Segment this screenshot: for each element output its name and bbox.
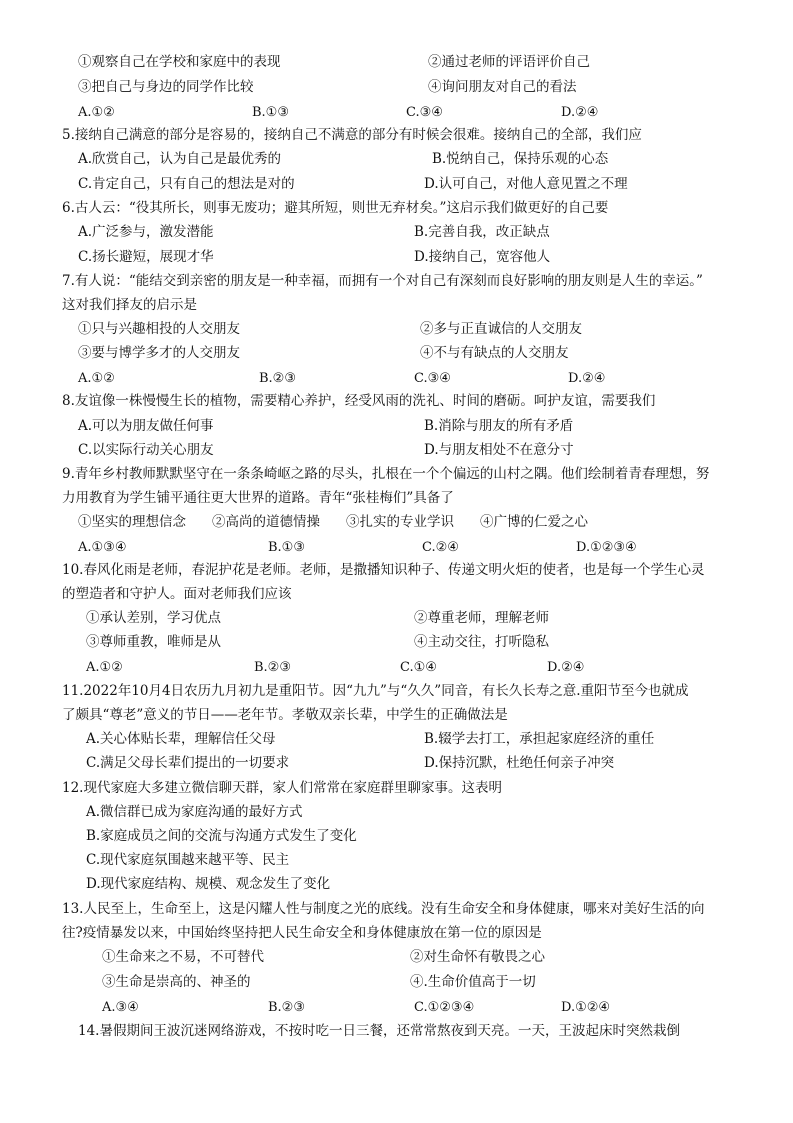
q4-statement-2: ②通过老师的评语评价自己: [428, 54, 590, 70]
q6-option-a: A.广泛参与，激发潜能: [78, 224, 214, 240]
q8-option-a: A.可以为朋友做任何事: [78, 418, 214, 434]
q14-stem: 14.暑假期间王波沉迷网络游戏，不按时吃一日三餐，还常常熬夜到天亮。一天，王波起床时突然栽倒: [78, 1023, 680, 1039]
q13-stem-line-2: 往?疫情暴发以来，中国始终坚持把人民生命安全和身体健康放在第一位的原因是: [62, 925, 542, 941]
q13-stem-line-1: 13.人民至上，生命至上，这是闪耀人性与制度之光的底线。没有生命安全和身体健康，哪来对美好生活的向: [62, 901, 705, 917]
q9-stem-line-2: 力用教育为学生铺平通往更大世界的道路。青年“张桂梅们”具备了: [62, 490, 454, 506]
q10-stem-line-1: 10.春风化雨是老师，春泥护花是老师。老师，是撒播知识种子、传递文明火炬的使者，也是每一个学生心灵: [62, 562, 705, 578]
q11-option-b: B.辍学去打工，承担起家庭经济的重任: [424, 731, 655, 747]
q5-option-d: D.认可自己，对他人意见置之不理: [424, 176, 628, 192]
q13-option-c: C.①②③④: [414, 1000, 475, 1015]
q13-option-d: D.①②④: [561, 1000, 611, 1015]
q6-option-b: B.完善自我，改正缺点: [414, 224, 550, 240]
q11-option-c: C.满足父母长辈们提出的一切要求: [86, 755, 290, 771]
q13-statement-1: ①生命来之不易，不可替代: [102, 949, 264, 965]
q11-stem-line-2: 了颇具“尊老”意义的节日——老年节。孝敬双亲长辈，中学生的正确做法是: [62, 707, 508, 723]
q9-stem-line-1: 9.青年乡村教师默默坚守在一条条崎岖之路的尽头，扎根在一个个偏远的山村之隅。他们绘制着青春理想，努: [62, 466, 710, 482]
q4-option-d: D.②④: [561, 105, 599, 120]
q11-option-a: A.关心体贴长辈，理解信任父母: [86, 731, 276, 747]
q4-option-a: A.①②: [78, 105, 115, 120]
q12-option-b: B.家庭成员之间的交流与沟通方式发生了变化: [86, 828, 357, 844]
q7-stem-line-1: 7.有人说：“能结交到亲密的朋友是一种幸福，而拥有一个对自己有深刻而良好影响的朋友则是人生的幸运。”: [62, 273, 703, 289]
q13-option-b: B.②③: [268, 1000, 305, 1015]
q9-option-d: D.①②③④: [576, 540, 637, 555]
q13-statement-2: ②对生命怀有敬畏之心: [410, 949, 545, 965]
q11-option-d: D.保持沉默，杜绝任何亲子冲突: [424, 755, 615, 771]
q9-statement-1: ①坚实的理想信念: [78, 514, 186, 530]
q7-statement-3: ③要与博学多才的人交朋友: [78, 345, 240, 361]
q13-statement-4: ④.生命价值高于一切: [410, 974, 536, 990]
q11-stem-line-1: 11.2022年10月4日农历九月初九是重阳节。因“九九”与“久久”同音，有长久长寿之意.重阳节至今也就成: [62, 683, 689, 699]
q4-statement-4: ④询问朋友对自己的看法: [428, 79, 577, 95]
q7-option-d: D.②④: [568, 371, 606, 386]
q7-option-b: B.②③: [259, 371, 296, 386]
q12-option-d: D.现代家庭结构、规模、观念发生了变化: [86, 876, 331, 892]
q8-stem: 8.友谊像一株慢慢生长的植物，需要精心养护，经受风雨的洗礼、时间的磨砺。呵护友谊，需要我们: [62, 393, 656, 409]
q7-statement-2: ②多与正直诚信的人交朋友: [420, 321, 582, 337]
q8-option-c: C.以实际行动关心朋友: [78, 442, 214, 458]
q8-option-d: D.与朋友相处不在意分寸: [424, 442, 574, 458]
q10-option-b: B.②③: [254, 660, 291, 675]
q10-option-c: C.①④: [400, 660, 437, 675]
q10-stem-line-2: 的塑造者和守护人。面对老师我们应该: [62, 586, 292, 602]
q7-stem-line-2: 这对我们择友的启示是: [62, 297, 197, 313]
q10-statement-2: ②尊重老师，理解老师: [414, 610, 549, 626]
q9-statement-4: ④广博的仁爱之心: [480, 514, 588, 530]
q7-option-c: C.③④: [414, 371, 451, 386]
q10-statement-3: ③尊师重教，唯师是从: [86, 634, 221, 650]
q5-option-c: C.肯定自己，只有自己的想法是对的: [78, 176, 295, 192]
q12-option-a: A.微信群已成为家庭沟通的最好方式: [86, 804, 303, 820]
q13-statement-3: ③生命是崇高的、神圣的: [102, 974, 251, 990]
q6-option-d: D.接纳自己，宽容他人: [414, 249, 551, 265]
q5-option-b: B.悦纳自己，保持乐观的心态: [432, 151, 609, 167]
q4-statement-3: ③把自己与身边的同学作比较: [78, 79, 254, 95]
q12-stem: 12.现代家庭大多建立微信聊天群，家人们常常在家庭群里聊家事。这表明: [62, 780, 502, 796]
q5-stem: 5.接纳自己满意的部分是容易的，接纳自己不满意的部分有时候会很难。接纳自己的全部，我们应: [62, 127, 642, 143]
q7-statement-1: ①只与兴趣相投的人交朋友: [78, 321, 240, 337]
q7-statement-4: ④不与有缺点的人交朋友: [420, 345, 569, 361]
q10-statement-1: ①承认差别，学习优点: [86, 610, 221, 626]
q10-statement-4: ④主动交往，打听隐私: [414, 634, 549, 650]
q7-option-a: A.①②: [78, 371, 115, 386]
q5-option-a: A.欣赏自己，认为自己是最优秀的: [78, 151, 282, 167]
q6-stem: 6.古人云：“役其所长，则事无废功；避其所短，则世无弃材矣。”这启示我们做更好的自己要: [62, 200, 609, 216]
q9-option-c: C.②④: [422, 540, 459, 555]
q10-option-d: D.②④: [547, 660, 585, 675]
q9-option-b: B.①③: [268, 540, 305, 555]
q12-option-c: C.现代家庭氛围越来越平等、民主: [86, 852, 290, 868]
q6-option-c: C.扬长避短，展现才华: [78, 249, 214, 265]
q4-statement-1: ①观察自己在学校和家庭中的表现: [78, 54, 281, 70]
q10-option-a: A.①②: [86, 660, 123, 675]
q9-statement-3: ③扎实的专业学识: [346, 514, 454, 530]
q9-option-a: A.①③④: [78, 540, 127, 555]
q9-statement-2: ②高尚的道德情操: [212, 514, 320, 530]
q4-option-c: C.③④: [406, 105, 443, 120]
q13-option-a: A.③④: [102, 1000, 139, 1015]
q8-option-b: B.消除与朋友的所有矛盾: [424, 418, 574, 434]
q4-option-b: B.①③: [252, 105, 289, 120]
